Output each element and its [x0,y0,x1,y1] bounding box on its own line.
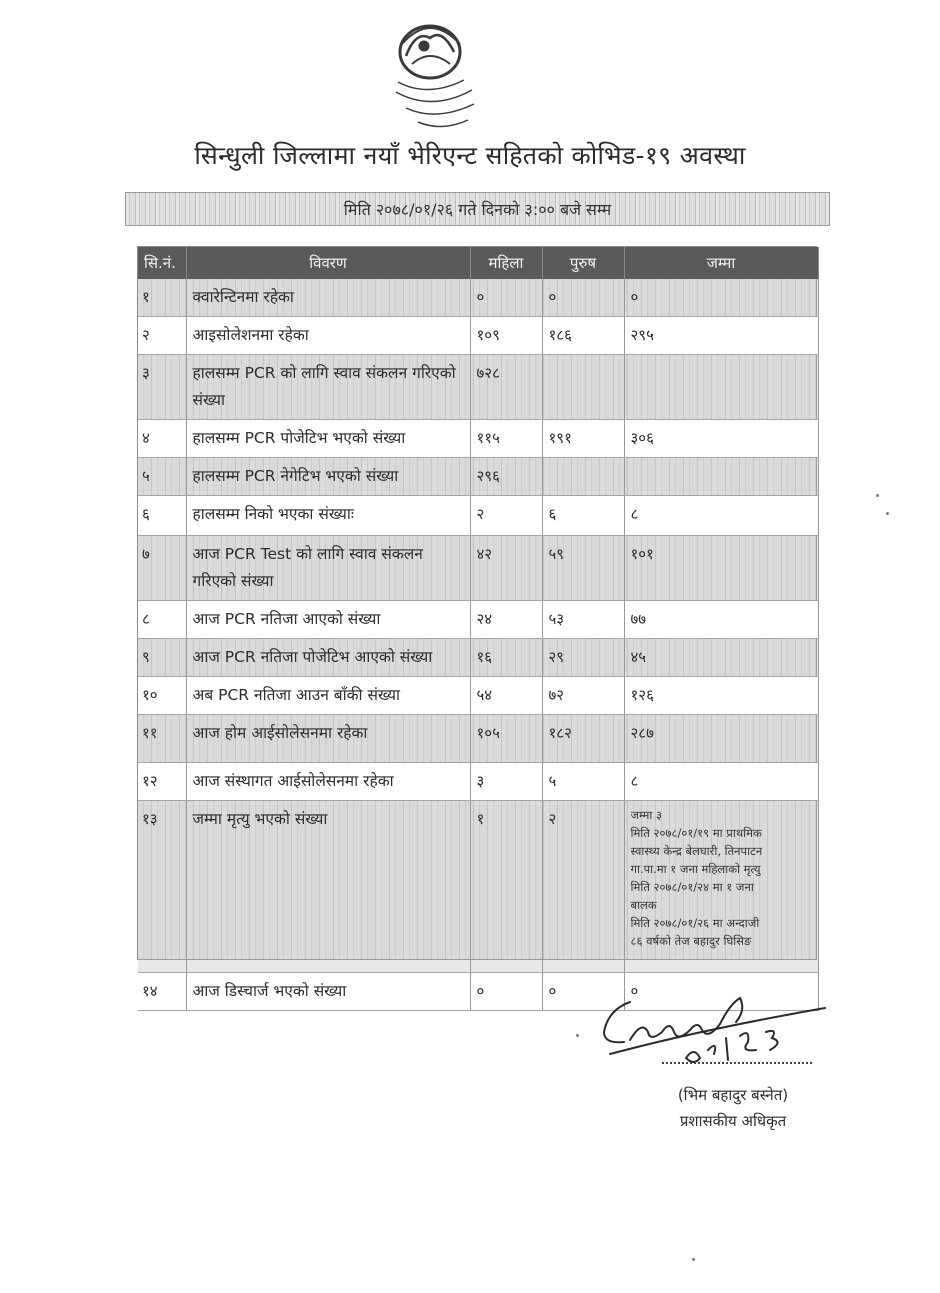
table-row [138,763,818,801]
table-row [138,355,818,420]
row-male: ५३ [542,601,624,639]
table-row [138,279,818,317]
row-desc: हालसम्म PCR पोजेटिभ भएको संख्या [186,420,470,458]
header-sn: सि.नं. [138,247,186,279]
table-row [138,801,818,973]
row-female: २९६ [470,458,542,496]
scan-speck [886,512,889,515]
row-female: ५४ [470,677,542,715]
row-desc: आइसोलेशनमा रहेका [186,317,470,355]
row-desc: आज PCR नतिजा आएको संख्या [186,601,470,639]
row-male: ५९ [542,536,624,601]
row-male: ० [542,973,624,1011]
government-seal [372,8,504,136]
row-total: २९५ [624,317,818,355]
row-total [624,355,818,420]
death-note-line: ८६ वर्षको तेज बहादुर घिसिङ [630,934,752,948]
row-female: ७२८ [470,355,542,420]
row-sn: ३ [138,355,186,420]
row-desc: अब PCR नतिजा आउन बाँकी संख्या [186,677,470,715]
row-male: ५ [542,763,624,801]
row-male: ६ [542,496,624,536]
death-note-line: गा.पा.मा १ जना महिलाको मृत्यु [630,862,761,876]
row-male: ७२ [542,677,624,715]
row-sn: १० [138,677,186,715]
table-row [138,458,818,496]
row-female: २ [470,496,542,536]
row-desc: हालसम्म निको भएका संख्याः [186,496,470,536]
row-total: ८ [624,496,818,536]
handwritten-signature [590,980,835,1075]
table-row [138,420,818,458]
row-sn: ८ [138,601,186,639]
row-desc: आज होम आईसोलेसनमा रहेका [186,715,470,763]
row-desc: क्वारेन्टिनमा रहेका [186,279,470,317]
row-sn: २ [138,317,186,355]
row-female: ११५ [470,420,542,458]
row-desc: आज डिस्चार्ज भएको संख्या [186,973,470,1011]
row-total: १२६ [624,677,818,715]
row-female: ० [470,973,542,1011]
death-note-line: मिति २०७८/०१/२४ मा १ जना [630,880,754,894]
death-note-line: मिति २०७८/०१/२६ मा अन्दाजी [630,916,760,930]
row-sn: १३ [138,801,186,973]
scan-speck [576,1034,579,1037]
row-female: ० [470,279,542,317]
row-desc: जम्मा मृत्यु भएको संख्या [186,801,470,973]
row-male: २ [542,801,624,973]
row-male: ० [542,279,624,317]
row-sn: ४ [138,420,186,458]
row-total: ३०६ [624,420,818,458]
table-row [138,601,818,639]
death-note-line: जम्मा ३ [630,808,662,822]
death-note-line: स्वास्थ्य केन्द्र बेलघारी, तिनपाटन [630,844,763,858]
date-text: मिति २०७८/०१/२६ गते दिनको ३:०० बजे सम्म [343,200,612,219]
row-sn: ७ [138,536,186,601]
row-female: ३ [470,763,542,801]
row-desc: हालसम्म PCR नेगेटिभ भएको संख्या [186,458,470,496]
table-row [138,639,818,677]
row-male [542,355,624,420]
table-header-row [138,247,818,279]
row-total: ० [624,279,818,317]
row-female: १६ [470,639,542,677]
header-male: पुरुष [542,247,624,279]
scan-speck [692,1258,695,1261]
table-row [138,317,818,355]
header-female: महिला [470,247,542,279]
death-note-line: मिति २०७८/०१/१९ मा प्राथमिक [630,826,762,840]
data-table [138,247,819,1011]
row-sn: ५ [138,458,186,496]
page-title: सिन्धुली जिल्लामा नयाँ भेरिएन्ट सहितको कोभिड-१९ अवस्था [194,141,746,170]
row-desc: हालसम्म PCR को लागि स्वाव संकलन गरिएको संख्या [186,355,470,420]
table-row [138,536,818,601]
header-desc: विवरण [186,247,470,279]
row-female: १०९ [470,317,542,355]
row-sn: १४ [138,973,186,1011]
row-total: ० [624,973,818,1011]
row-total: १०१ [624,536,818,601]
row-desc: आज PCR Test को लागि स्वाव संकलन गरिएको संख्या [186,536,470,601]
death-note-line: बालक [630,898,657,912]
row-male: १८६ [542,317,624,355]
row-sn: १ [138,279,186,317]
row-total: २८७ [624,715,818,763]
row-male: १९१ [542,420,624,458]
row-sn: ११ [138,715,186,763]
row-sn: ९ [138,639,186,677]
row-total: ८ [624,763,818,801]
table-row [138,496,818,536]
signer-name: (भिम बहादुर बस्नेत) [677,1086,789,1104]
row-male [542,458,624,496]
row-female: १ [470,801,542,973]
row-desc: आज PCR नतिजा पोजेटिभ आएको संख्या [186,639,470,677]
signer-block [648,1082,818,1134]
row-total-note [624,801,818,973]
row-male: १८२ [542,715,624,763]
row-female: २४ [470,601,542,639]
signer-designation: प्रशासकीय अधिकृत [679,1112,787,1130]
table-row [138,715,818,763]
covid-status-table [137,246,817,1000]
row-female: ४२ [470,536,542,601]
header-total: जम्मा [624,247,818,279]
row-total: ७७ [624,601,818,639]
row-sn: १२ [138,763,186,801]
row-male: २९ [542,639,624,677]
signature-line [662,1062,812,1064]
row-desc: आज संस्थागत आईसोलेसनमा रहेका [186,763,470,801]
row-total [624,458,818,496]
table-row [138,677,818,715]
row-total: ४५ [624,639,818,677]
date-line [125,192,830,226]
row-sn: ६ [138,496,186,536]
row-female: १०५ [470,715,542,763]
scan-speck [876,494,879,497]
